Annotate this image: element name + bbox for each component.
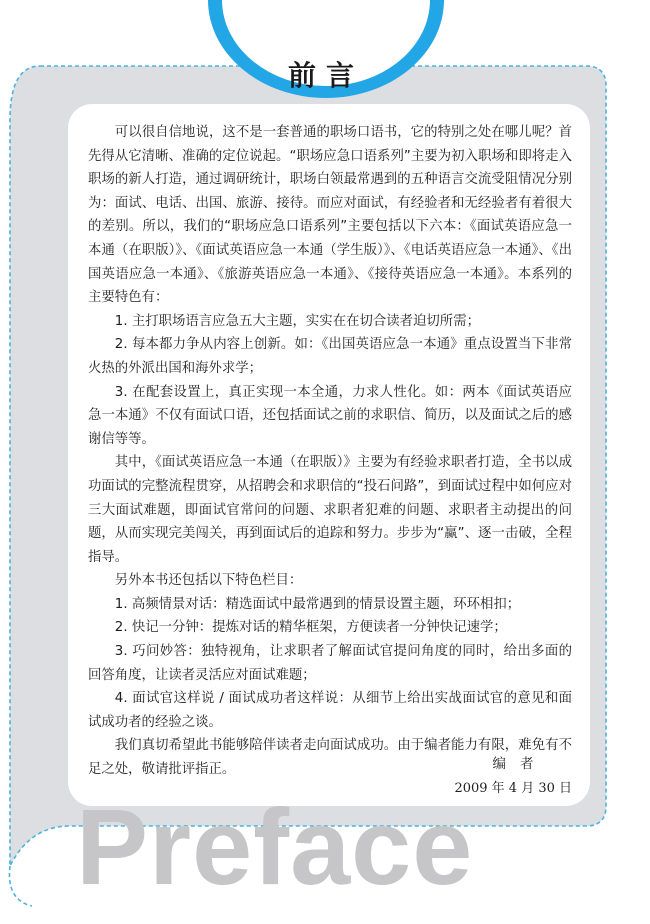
list-item: 1. 主打职场语言应急五大主题，实实在在切合读者迫切所需； [114,313,480,329]
list-item: 2. 每本都力争从内容上创新。如：《出国英语应急一本通》重点设置当下非常火热的外派出国和海外求学； [88,337,572,376]
paragraph: 可以很自信地说，这不是一套普通的职场口语书，它的特别之处在哪儿呢？首先得从它清晰、准确的定位说起。“职场应急口语系列”主要为初入职场和即将走入职场的新人打造，通过调研统计，职场白领最常遇到的五种语言交流受阻情况分别为：面试、电话、出国、旅游、接待。而应对面试，有经验者和无经验者有着很大的差别。所以，我们的“职场应急口语系列”主要包括以下六本：《面试英语应急一本通（在职版）》、《面试英语应急一本通（学生版）》、《电话英语应急一本通》、《出国英语应急一本通》、《旅游英语应急一本通》、《接待英语应急一本通》。本系列的主要特色有： [88,125,572,306]
paragraph: 其中，《面试英语应急一本通（在职版）》主要为有经验求职者打造，全书以成功面试的完整流程贯穿，从招聘会和求职信的“投石问路”，到面试过程中如何应对三大面试难题，即面试官常问的问题、求职者犯难的问题、求职者主动提出的问题，从而实现完美闯关，再到面试后的追踪和努力。步步为“赢”、逐一击破，全程指导。 [88,455,572,565]
list-item: 2. 快记一分钟：提炼对话的精华框架，方便读者一分钟快记速学； [114,620,507,636]
preface-watermark: Preface [76,786,474,907]
date: 2009 年 4 月 30 日 [454,781,572,796]
paragraph: 另外本书还包括以下特色栏目： [114,573,303,589]
list-item: 1. 高频情景对话：精选面试中最常遇到的情景设置主题，环环相扣； [114,596,521,612]
paragraph: 我们真切希望此书能够陪伴读者走向面试成功。由于编者能力有限，难免有不足之处，敬请批评指正。 [88,738,572,778]
page-title: 前言 [287,59,364,92]
frame-curl [9,866,32,906]
preface-body [88,121,572,782]
list-item: 4. 面试官这样说 / 面试成功者这样说：从细节上给出实战面试官的意见和面试成功者的经验之谈。 [88,691,572,730]
list-item: 3. 在配套设置上，真正实现一本全通，力求人性化。如：两本《面试英语应急一本通》不仅有面试口语，还包括面试之前的求职信、简历，以及面试之后的感谢信等等。 [88,384,572,447]
list-item: 3. 巧问妙答：独特视角，让求职者了解面试官提问角度的同时，给出多面的回答角度，让读者灵活应对面试难题； [88,644,572,683]
signature: 编者 [492,756,548,772]
